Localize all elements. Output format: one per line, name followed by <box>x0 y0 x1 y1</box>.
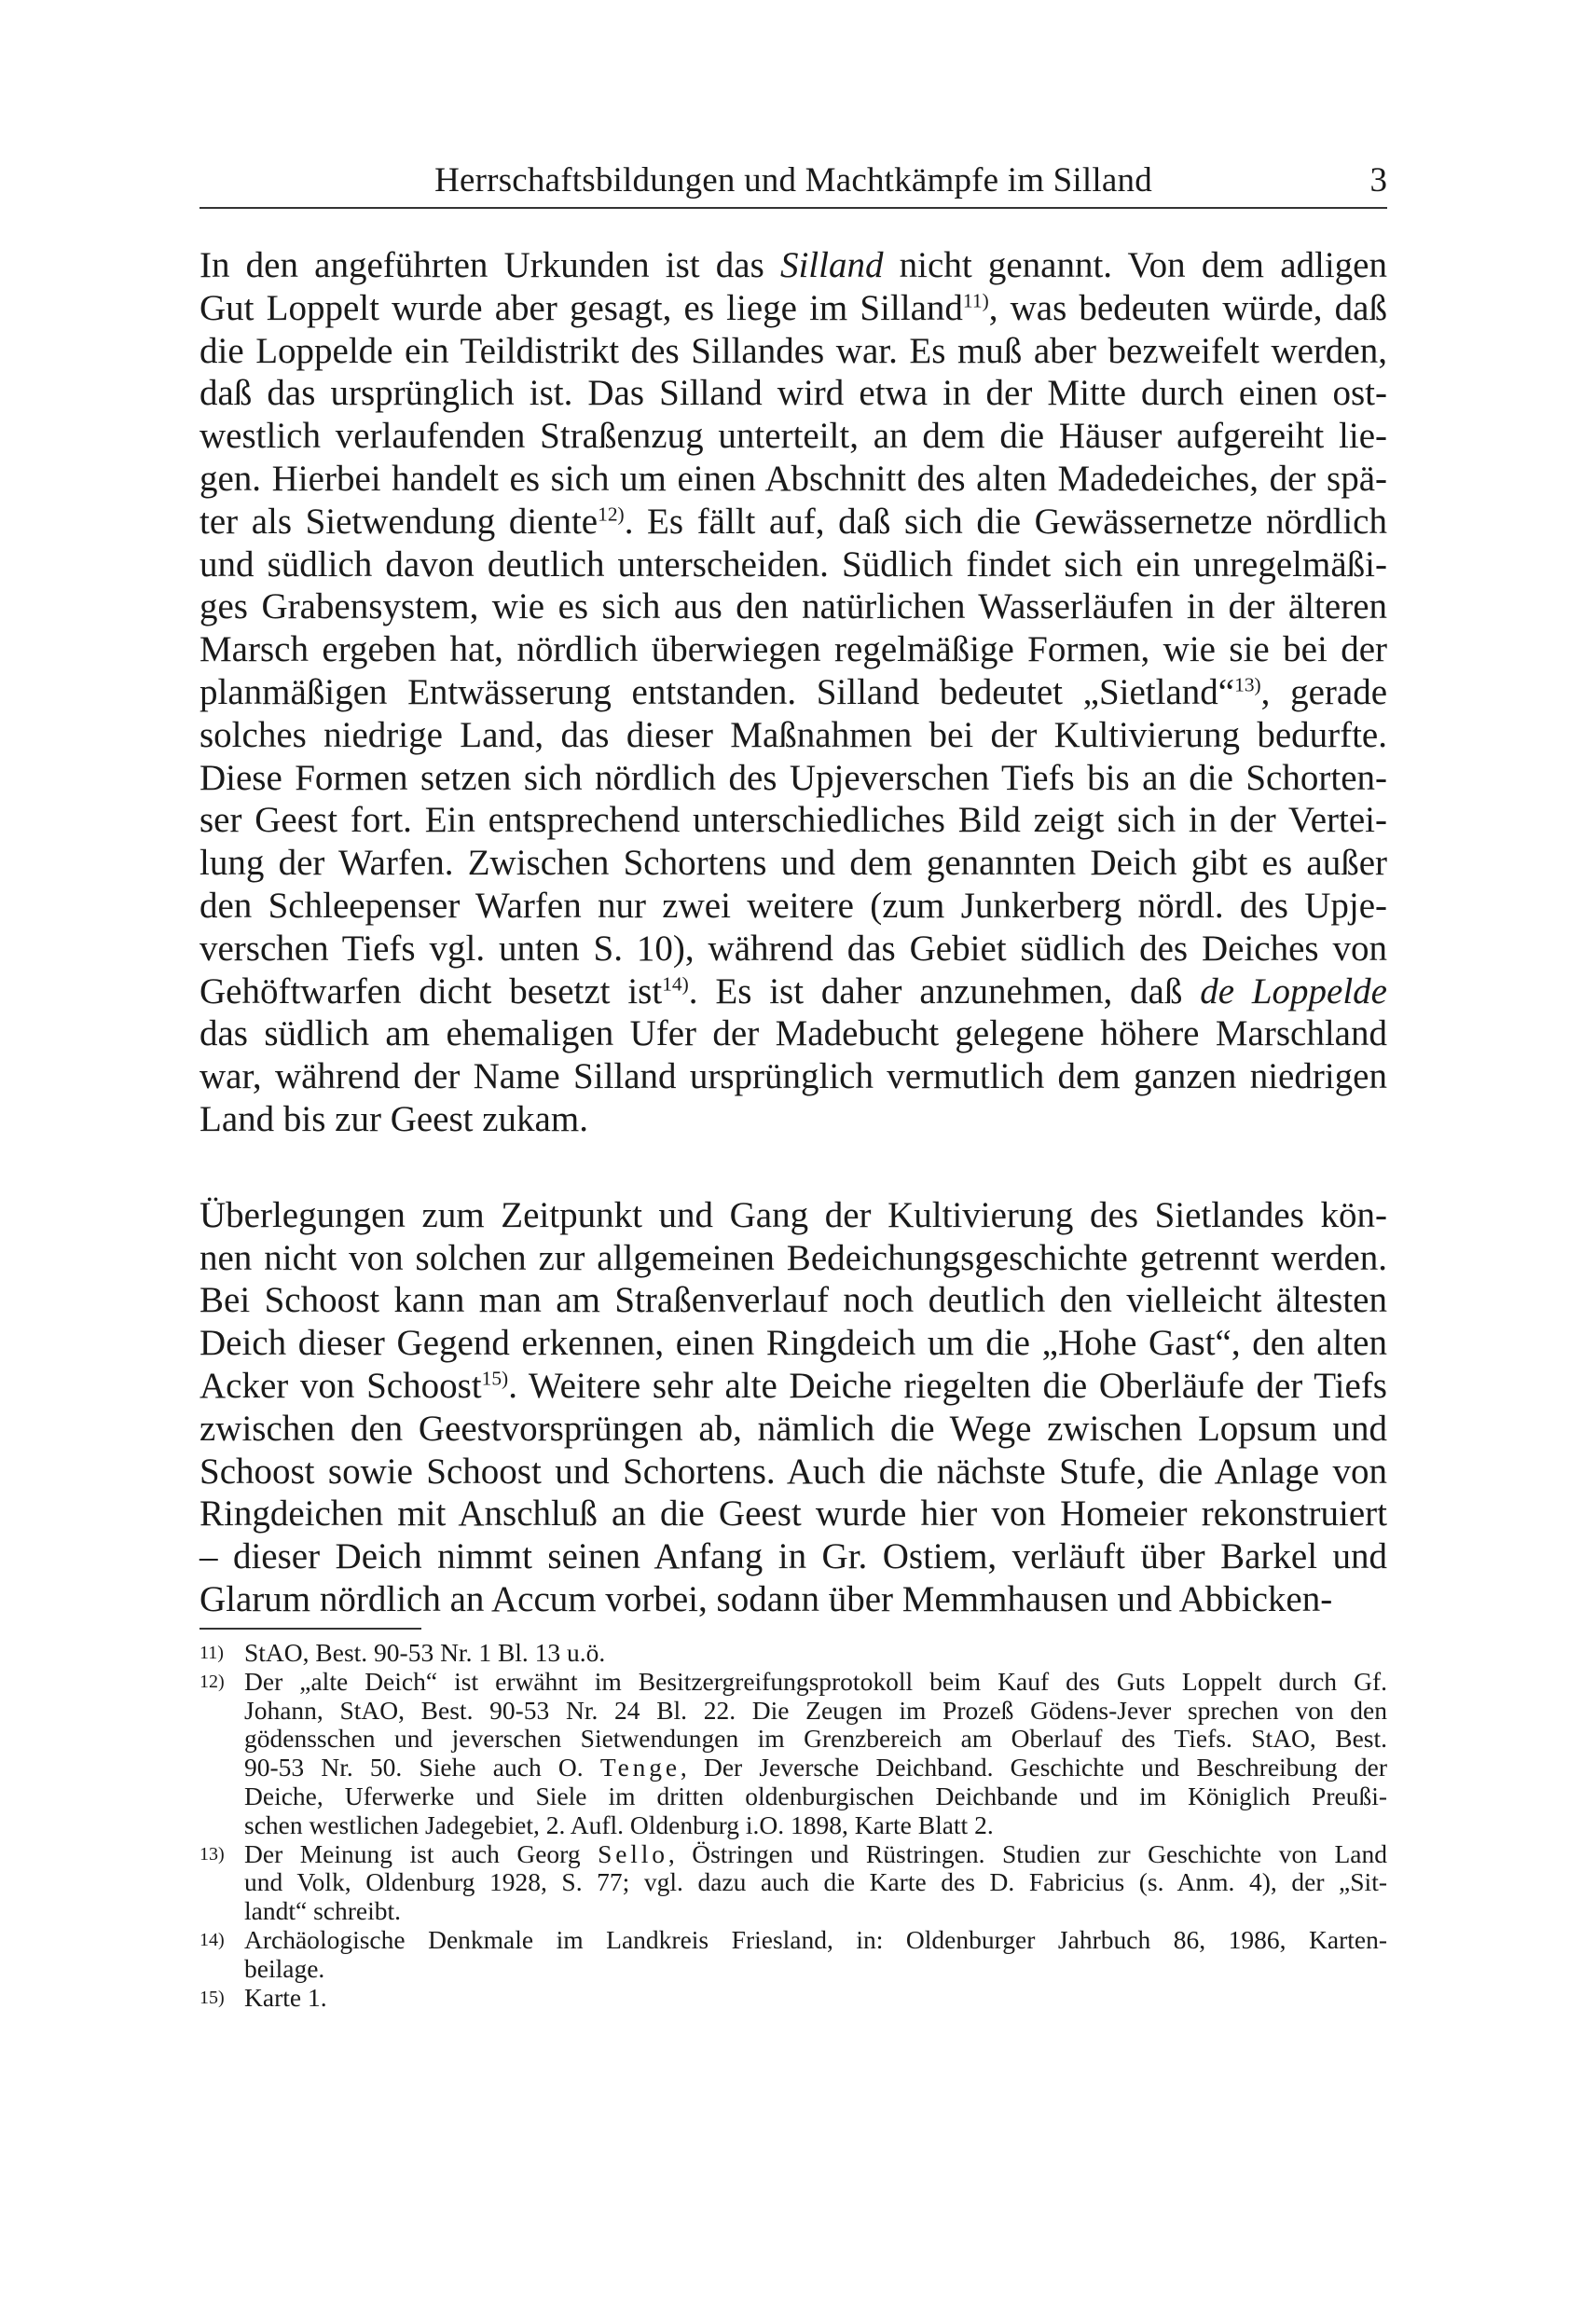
text-line <box>244 1868 1387 1897</box>
footnote-reference: 12) <box>598 502 625 526</box>
text-run: – dieser Deich nimmt seinen Anfang in Gr. Ostiem, verläuft über Barkel und <box>200 1536 1387 1577</box>
running-title: Herrschaftsbildungen und Machtkämpfe im Silland <box>434 161 1152 200</box>
footnote-marker: 14) <box>200 1929 225 1950</box>
text-run: StAO, Best. 90-53 Nr. 1 Bl. 13 u.ö. <box>244 1638 606 1667</box>
footnotes <box>200 1639 1387 2012</box>
text-line <box>200 671 1387 714</box>
text-line <box>200 544 1387 586</box>
text-run: Archäologische Denkmale im Landkreis Friesland, in: Oldenburger Jahrbuch 86, 1986, Karten- <box>244 1924 1387 1954</box>
text-line <box>200 1055 1387 1098</box>
footnote-marker: 12) <box>200 1671 225 1692</box>
text-line <box>200 244 1387 287</box>
text-line <box>244 1897 1387 1926</box>
text-run: Gut Loppelt wurde aber gesagt, es liege im Silland <box>200 287 963 328</box>
text-run: und südlich davon deutlich unterscheiden. Südlich findet sich ein unregelmäßi- <box>200 544 1387 585</box>
text-line <box>200 458 1387 501</box>
text-line <box>244 1955 1387 1984</box>
footnote <box>200 1639 1387 1668</box>
text-run: Karte 1. <box>244 1982 327 2012</box>
text-run: , Der Jeversche Deichband. Geschichte und Beschreibung der <box>680 1753 1387 1782</box>
footnote <box>200 1840 1387 1926</box>
text-run: gödensschen und jeverschen Sietwendungen im Grenzbereich am Oberlauf des Tiefs. StAO, Best. <box>244 1724 1387 1754</box>
text-run: zwischen den Geestvorsprüngen ab, nämlich die Wege zwischen Lopsum und <box>200 1408 1387 1449</box>
text-run: schen westlichen Jadegebiet, 2. Aufl. Oldenburg i.O. 1898, Karte Blatt 2. <box>244 1810 994 1839</box>
text-run: 90-53 Nr. 50. Siehe auch O. <box>244 1753 600 1782</box>
footnote <box>200 1926 1387 1984</box>
text-line <box>200 415 1387 458</box>
text-run: war, während der Name Silland ursprünglich vermutlich dem ganzen niedrigen <box>200 1056 1387 1097</box>
text-run: nicht genannt. Von dem adligen <box>883 245 1387 285</box>
text-run: ges Grabensystem, wie es sich aus den natürlichen Wasserläufen in der älteren <box>200 586 1387 627</box>
text-run: Gehöftwarfen dicht besetzt ist <box>200 970 663 1012</box>
text-line <box>244 1668 1387 1697</box>
text-line <box>200 757 1387 800</box>
text-line <box>200 287 1387 330</box>
text-run: ser Geest fort. Ein entsprechend unterschiedliches Bild zeigt sich in der Vertei- <box>200 800 1387 841</box>
text-line <box>200 628 1387 671</box>
main-text <box>200 244 1387 1621</box>
text-run: Acker von Schoost <box>200 1365 482 1406</box>
text-run: Ringdeichen mit Anschluß an die Geest wurde hier von Homeier rekonstruiert <box>200 1493 1387 1534</box>
text-run: den Schleepenser Warfen nur zwei weitere (zum Junkerberg nördl. des Upje- <box>200 885 1387 926</box>
text-run: gen. Hierbei handelt es sich um einen Abschnitt des alten Madedeiches, der spä- <box>200 458 1387 499</box>
footnote <box>200 1984 1387 2013</box>
text-run: Glarum nördlich an Accum vorbei, sodann über Memmhausen und Abbicken- <box>200 1578 1333 1619</box>
text-run: nen nicht von solchen zur allgemeinen Bedeichungsgeschichte getrennt werden. <box>200 1237 1387 1278</box>
text-line <box>200 799 1387 842</box>
text-line <box>200 885 1387 928</box>
text-run: , Östringen und Rüstringen. Studien zur Geschichte von Land <box>667 1838 1387 1868</box>
text-run: Bei Schoost kann man am Straßenverlauf noch deutlich den vielleicht ältesten <box>200 1280 1387 1321</box>
text-line <box>200 1578 1387 1621</box>
text-run: Marsch ergeben hat, nördlich überwiegen regelmäßige Formen, wie sie bei der <box>200 629 1387 670</box>
text-line <box>244 1754 1387 1782</box>
text-run: westlich verlaufenden Straßenzug unterteilt, an dem die Häuser aufgereiht lie- <box>200 416 1387 457</box>
text-line <box>244 1984 1387 2013</box>
italic-text: Silland <box>779 245 884 285</box>
paragraph-gap <box>200 1141 1387 1194</box>
text-run: daß das ursprünglich ist. Das Silland wird etwa in der Mitte durch einen ost- <box>200 373 1387 414</box>
footnote-reference: 14) <box>662 972 689 996</box>
paragraph <box>200 244 1387 1141</box>
text-line <box>200 842 1387 885</box>
footnote-marker: 11) <box>200 1643 224 1663</box>
text-run: verschen Tiefs vgl. unten S. 10), während das Gebiet südlich des Deiches von <box>200 928 1387 969</box>
page-header <box>200 155 1387 209</box>
text-run: Der Meinung ist auch Georg <box>244 1838 598 1868</box>
text-run: In den angeführten Urkunden ist das <box>200 245 780 285</box>
text-run: Diese Formen setzen sich nördlich des Upjeverschen Tiefs bis an die Schorten- <box>200 757 1387 798</box>
page-number: 3 <box>1369 161 1387 200</box>
text-line <box>200 1451 1387 1493</box>
text-line <box>244 1840 1387 1869</box>
footnote-reference: 13) <box>1234 673 1261 696</box>
text-run: solches niedrige Land, das dieser Maßnahmen bei der Kultivierung bedurfte. <box>200 714 1387 755</box>
text-line <box>200 1098 1387 1141</box>
text-line <box>244 1782 1387 1811</box>
text-run: landt“ schreibt. <box>244 1896 401 1926</box>
text-line <box>200 1322 1387 1365</box>
text-run: ter als Sietwendung diente <box>200 501 598 542</box>
footnote-reference: 15) <box>481 1367 509 1390</box>
text-line <box>244 1811 1387 1840</box>
text-line <box>244 1725 1387 1754</box>
text-run: lung der Warfen. Zwischen Schortens und dem genannten Deich gibt es außer <box>200 843 1387 884</box>
text-run: Schoost sowie Schoost und Schortens. Auch die nächste Stufe, die Anlage von <box>200 1451 1387 1492</box>
text-run: . Es fällt auf, daß sich die Gewässernetze nördlich <box>624 501 1387 542</box>
text-run: . Weitere sehr alte Deiche riegelten die Oberläufe der Tiefs <box>508 1365 1387 1406</box>
footnote <box>200 1668 1387 1840</box>
text-line <box>200 928 1387 970</box>
text-line <box>200 714 1387 757</box>
text-line <box>200 372 1387 415</box>
text-run: . Es ist daher anzunehmen, daß <box>688 970 1201 1012</box>
paragraph <box>200 1194 1387 1621</box>
spaced-name: Sello <box>598 1838 668 1868</box>
text-line <box>200 501 1387 544</box>
text-line <box>200 1535 1387 1578</box>
text-run: Land bis zur Geest zukam. <box>200 1098 588 1139</box>
text-line <box>200 1237 1387 1280</box>
text-line <box>200 585 1387 628</box>
text-run: Deiche, Uferwerke und Siele im dritten oldenburgischen Deichbande und im Königlich Preußi- <box>244 1781 1387 1810</box>
text-run: das südlich am ehemaligen Ufer der Madebucht gelegene höhere Marschland <box>200 1013 1387 1054</box>
text-line <box>244 1697 1387 1726</box>
footnote-separator <box>200 1628 421 1630</box>
text-run: , gerade <box>1260 671 1387 712</box>
spaced-name: Tenge <box>599 1753 681 1782</box>
text-line <box>200 1194 1387 1237</box>
footnote-reference: 11) <box>962 289 989 312</box>
text-run: beilage. <box>244 1953 325 1983</box>
text-line <box>244 1639 1387 1668</box>
text-run: und Volk, Oldenburg 1928, S. 77; vgl. dazu auch die Karte des D. Fabricius (s. Anm. 4), der „Sit- <box>244 1867 1387 1897</box>
text-run: die Loppelde ein Teildistrikt des Sillandes war. Es muß aber bezweifelt werden, <box>200 330 1387 371</box>
text-run: Überlegungen zum Zeitpunkt und Gang der Kultivierung des Sietlandes kön- <box>200 1194 1387 1235</box>
text-line <box>200 1493 1387 1535</box>
text-run: planmäßigen Entwässerung entstanden. Silland bedeutet „Sietland“ <box>200 671 1235 712</box>
text-line <box>244 1926 1387 1955</box>
footnote-marker: 13) <box>200 1843 225 1865</box>
footnote-marker: 15) <box>200 1987 225 2008</box>
text-line <box>200 1365 1387 1408</box>
text-run: Deich dieser Gegend erkennen, einen Ringdeich um die „Hohe Gast“, den alten <box>200 1323 1387 1364</box>
text-line <box>200 1279 1387 1322</box>
text-line <box>200 330 1387 373</box>
text-line <box>200 1408 1387 1451</box>
text-run: , was bedeuten würde, daß <box>988 287 1387 328</box>
text-run: Johann, StAO, Best. 90-53 Nr. 24 Bl. 22. Die Zeugen im Prozeß Gödens-Jever sprechen von den <box>244 1695 1387 1725</box>
text-line <box>200 970 1387 1013</box>
italic-text: de Loppelde <box>1200 970 1387 1012</box>
text-run: Der „alte Deich“ ist erwähnt im Besitzergreifungsprotokoll beim Kauf des Guts Loppelt durch Gf. <box>244 1666 1387 1696</box>
text-line <box>200 1012 1387 1055</box>
